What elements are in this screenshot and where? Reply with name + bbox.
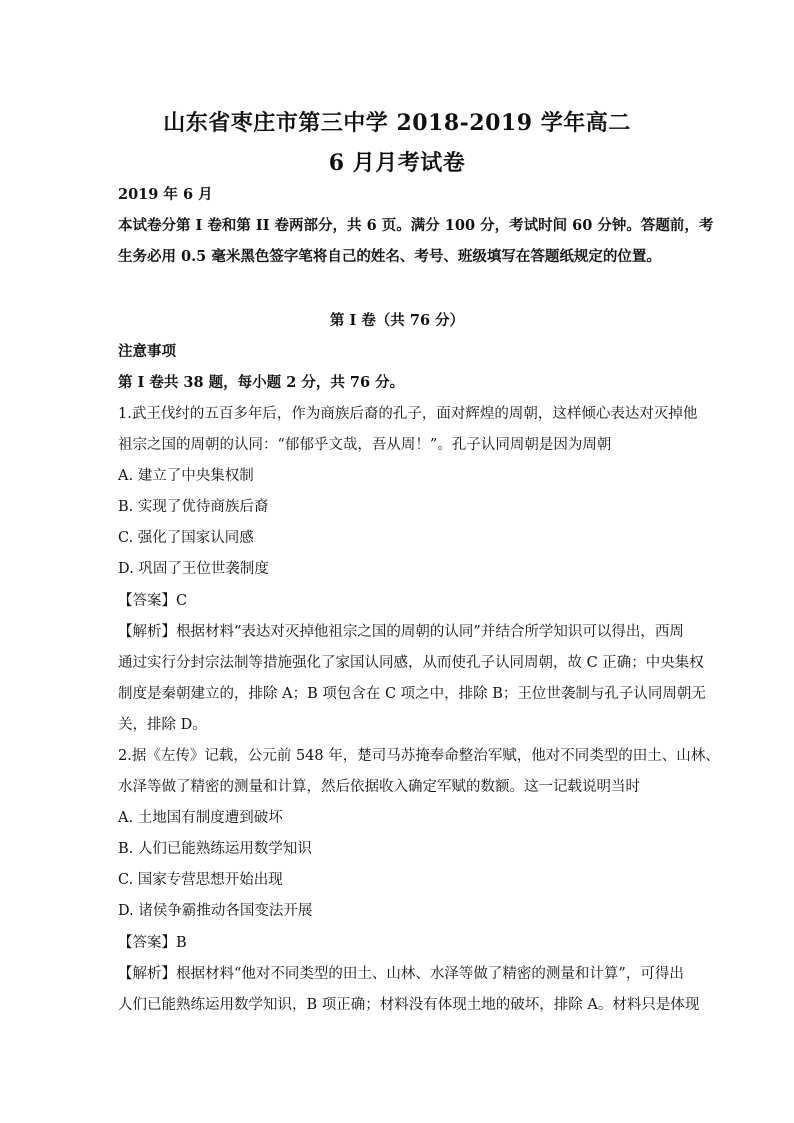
option-b: B. 人们已能熟练运用数学知识 (118, 841, 312, 857)
option-a: A. 建立了中央集权制 (118, 468, 254, 484)
question-stem: 2.据《左传》记载，公元前 548 年，楚司马苏掩奉命整治军赋，他对不同类型的田土、山林、 (118, 748, 720, 764)
analysis-line: 【解析】根据材料“表达对灭掉他祖宗之国的周朝的认同”并结合所学知识可以得出，西周 (118, 624, 684, 640)
intro-line: 生务必用 0.5 毫米黑色签字笔将自己的姓名、考号、班级填写在答题纸规定的位置。 (118, 248, 661, 265)
exam-subtitle: 6 月月考试卷 (328, 150, 466, 176)
notice-title: 注意事项 (118, 343, 176, 360)
question-stem: 水泽等做了精密的测量和计算，然后依据收入确定军赋的数额。这一记载说明当时 (118, 779, 640, 795)
answer: 【答案】C (118, 593, 188, 609)
answer: 【答案】B (118, 935, 187, 951)
option-b: B. 实现了优待商族后裔 (118, 499, 269, 515)
exam-date: 2019 年 6 月 (118, 186, 213, 203)
question-stem: 祖宗之国的周朝的认同：“郁郁乎文哉，吾从周！”。孔子认同周朝是因为周朝 (118, 437, 612, 453)
analysis-line: 【解析】根据材料“他对不同类型的田土、山林、水泽等做了精密的测量和计算”，可得出 (118, 966, 684, 982)
analysis-line: 人们已能熟练运用数学知识，B 项正确；材料没有体现土地的破坏，排除 A。材料只是体现 (118, 997, 700, 1013)
option-c: C. 国家专营思想开始出现 (118, 872, 283, 888)
option-d: D. 诸侯争霸推动各国变法开展 (118, 903, 313, 919)
analysis-line: 通过实行分封宗法制等措施强化了家国认同感，从而使孔子认同周朝，故 C 正确；中央集权 (118, 655, 704, 671)
section-heading: 第 I 卷（共 76 分） (329, 312, 465, 329)
intro-line: 本试卷分第 I 卷和第 II 卷两部分，共 6 页。满分 100 分，考试时间 60 分钟。答题前，考 (118, 217, 714, 234)
notice-text: 第 I 卷共 38 题，每小题 2 分，共 76 分。 (118, 374, 405, 391)
analysis-line: 关，排除 D。 (118, 717, 207, 733)
question-stem: 1.武王伐纣的五百多年后，作为商族后裔的孔子，面对辉煌的周朝，这样倾心表达对灭掉他 (118, 406, 698, 422)
analysis-line: 制度是秦朝建立的，排除 A；B 项包含在 C 项之中，排除 B；王位世袭制与孔子认同周朝无 (118, 686, 706, 702)
option-d: D. 巩固了王位世袭制度 (118, 561, 269, 577)
option-a: A. 土地国有制度遭到破坏 (118, 810, 283, 826)
option-c: C. 强化了国家认同感 (118, 530, 254, 546)
exam-title: 山东省枣庄市第三中学 2018-2019 学年高二 (163, 110, 631, 136)
